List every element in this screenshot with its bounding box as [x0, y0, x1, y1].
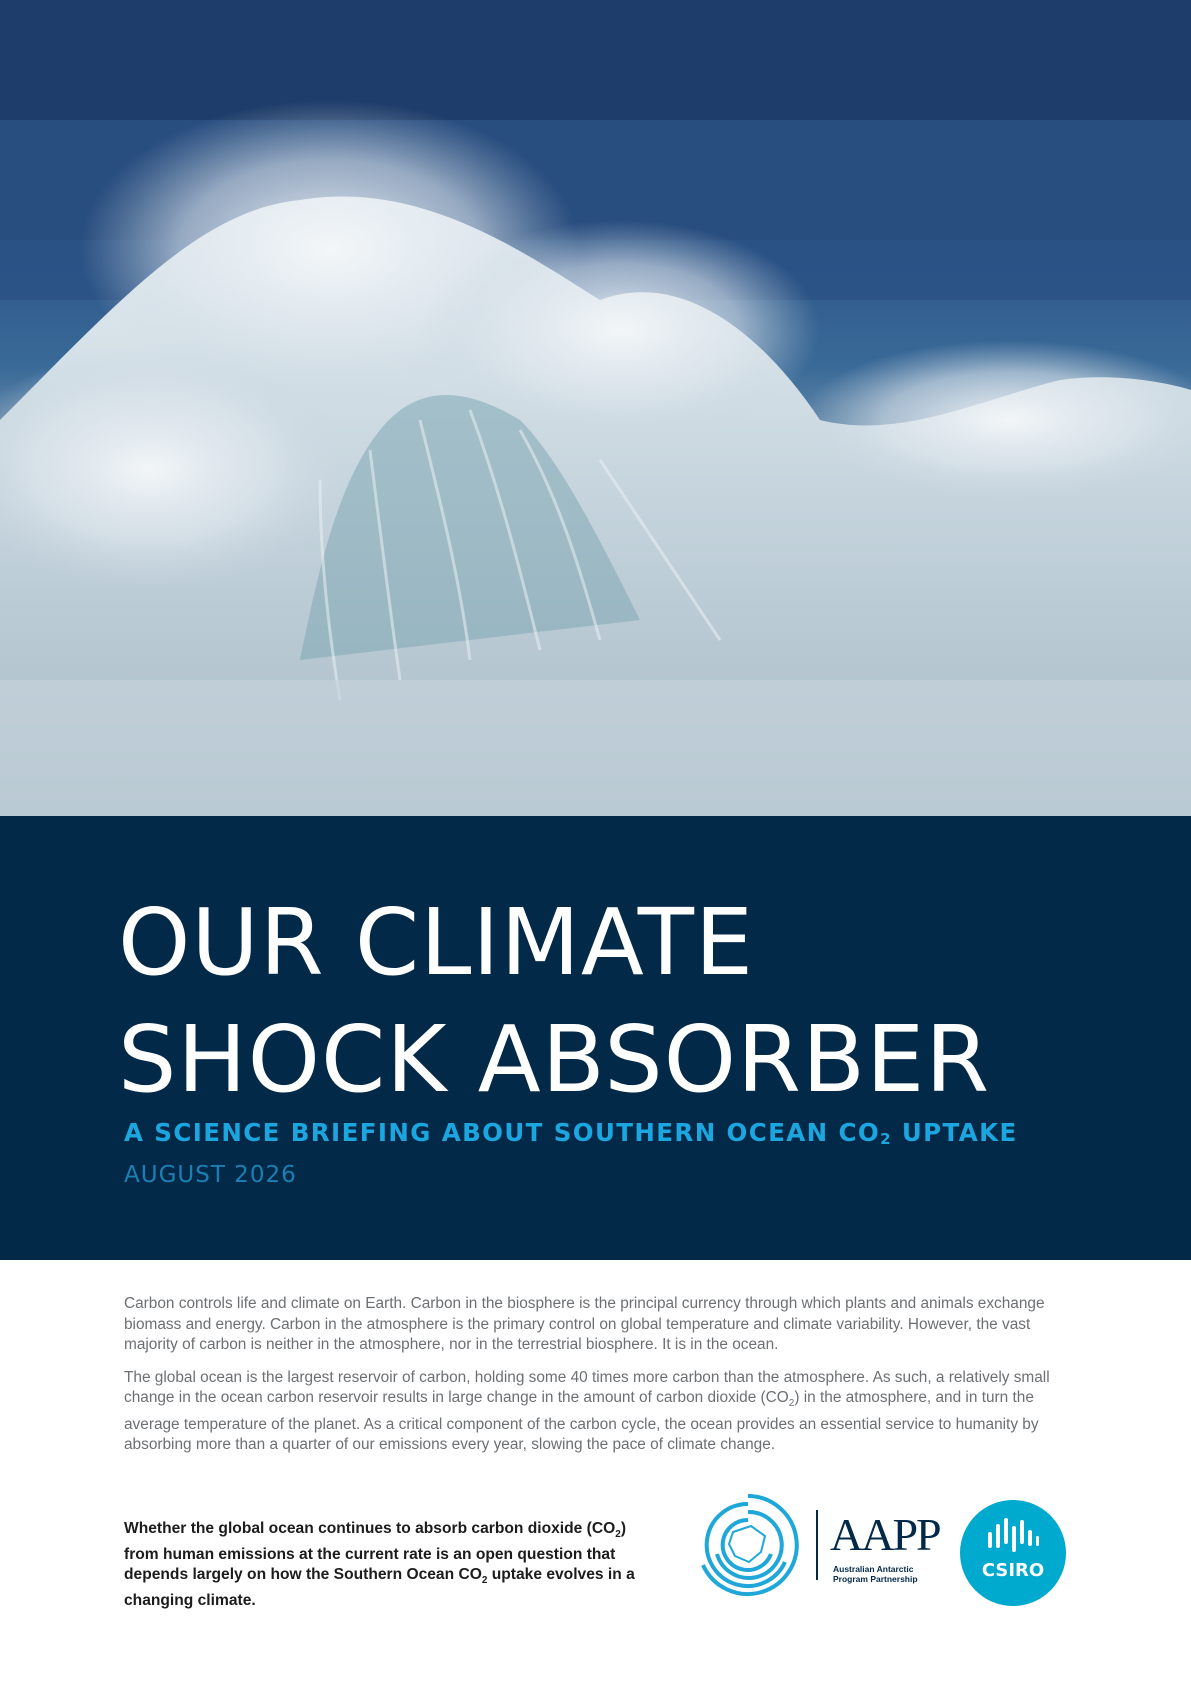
- csiro-logo-text: CSIRO: [981, 1560, 1045, 1581]
- key-message: Whether the global ocean continues to absorb carbon dioxide $(CO_2)$ from human emissions at the current rate is an open question that depends largely on how the Southern Ocean $CO_2$ uptake evolves in a changing climate.: [124, 1520, 635, 1610]
- aapp-logo-subtext: Australian Antarctic Program Partnership: [833, 1564, 918, 1584]
- body-text: [124, 1294, 1068, 1468]
- paragraph-2: The global ocean is the largest reservoir of carbon, holding some 40 times more carbon than the atmosphere. As such, a relatively small change in the ocean carbon reservoir results in large change in the amount of carbon dioxide $(CO_2)$ in the atmosphere, and in turn the average temperature of the planet. As a critical component of the carbon cycle, the ocean provides an essential service to humanity by absorbing more than a quarter of our emissions every year, slowing the pace of climate change.: [124, 1368, 1050, 1454]
- csiro-bars-logo-icon: [986, 1516, 1040, 1556]
- subtitle: A SCIENCE BRIEFING ABOUT SOUTHERN OCEAN $CO_2$ UPTAKE: [124, 1118, 1018, 1148]
- publication-date: AUGUST 2026: [124, 1162, 297, 1188]
- ocean-wave-photo-icon: [0, 0, 1191, 816]
- page-title: [118, 884, 990, 1118]
- csiro-logo: [960, 1500, 1066, 1606]
- aapp-logo-text: AAPP: [830, 1509, 940, 1560]
- paragraph-1: Carbon controls life and climate on Earth. Carbon in the biosphere is the principal currency through which plants and animals exchange biomass and energy. Carbon in the atmosphere is the primary control on global temperature and climate variability. However, the vast majority of carbon is neither in the atmosphere, nor in the terrestrial biosphere. It is in the ocean.: [124, 1295, 1045, 1353]
- antarctic-rings-logo-icon: [693, 1490, 803, 1600]
- title-line-2: SHOCK ABSORBER: [118, 1006, 991, 1113]
- cover-photo: [0, 0, 1191, 816]
- logo-divider: [816, 1510, 818, 1580]
- title-line-1: OUR CLIMATE: [118, 889, 755, 996]
